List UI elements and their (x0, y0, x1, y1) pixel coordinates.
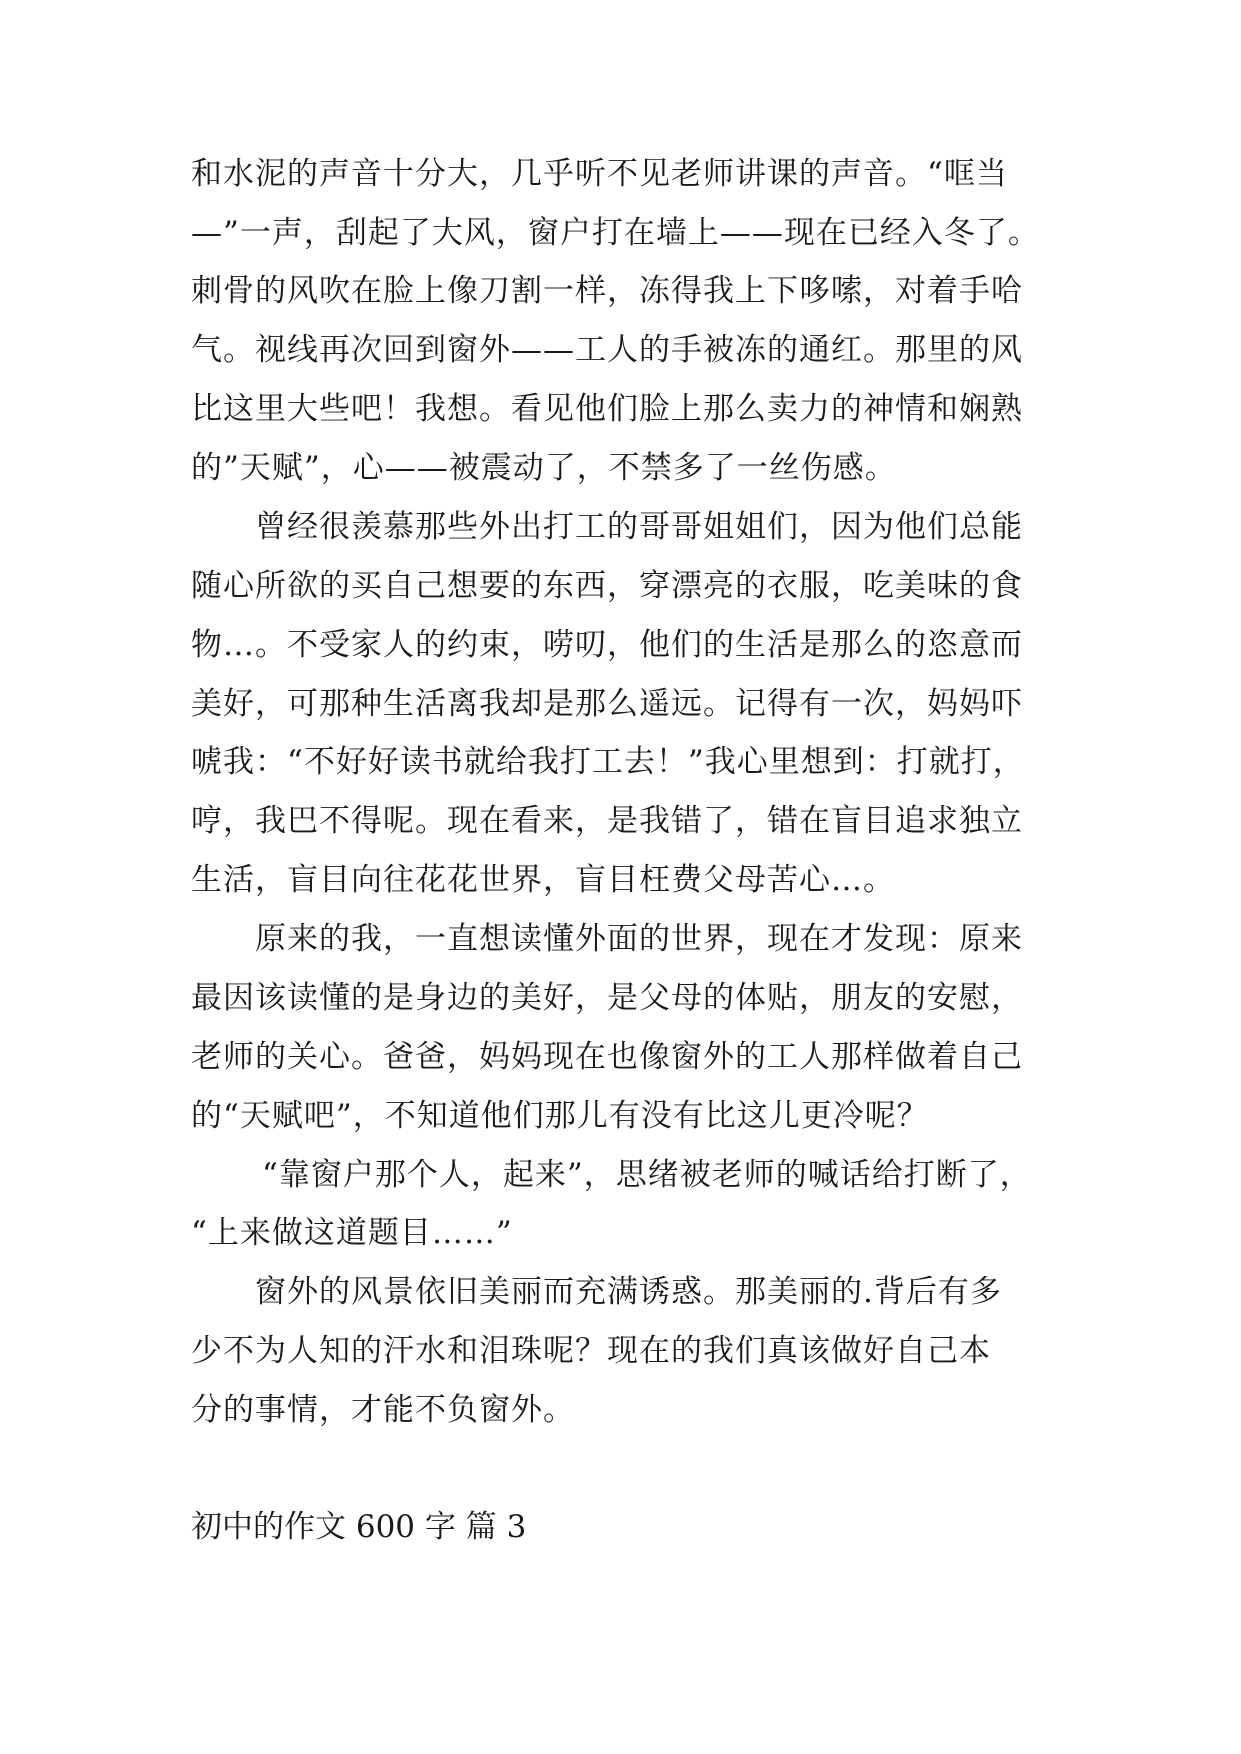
paragraph-line: 分的事情，才能不负窗外。 (191, 1392, 575, 1428)
paragraph-line: 的”天赋”，心——被震动了，不禁多了一丝伤感。 (191, 450, 897, 486)
paragraph-line: 比这里大些吧！我想。看见他们脸上那么卖力的神情和娴熟 (191, 391, 1023, 427)
paragraph-line: 原来的我，一直想读懂外面的世界，现在才发现：原来 (255, 921, 1023, 957)
paragraph-line: 和水泥的声音十分大，几乎听不见老师讲课的声音。“哐当 (191, 156, 1008, 192)
paragraph-line: 老师的关心。爸爸，妈妈现在也像窗外的工人那样做着自己 (191, 1039, 1023, 1075)
paragraph-line: 唬我：“不好好读书就给我打工去！”我心里想到：打就打， (191, 744, 1025, 780)
section-heading: 初中的作文 600 字 篇 3 (191, 1509, 527, 1545)
paragraph-line: “上来做这道题目……” (191, 1215, 513, 1251)
paragraph-line: 哼，我巴不得呢。现在看来，是我错了，错在盲目追求独立 (191, 803, 1023, 839)
paragraph-line: 的“天赋吧”，不知道他们那儿有没有比这儿更冷呢？ (191, 1098, 929, 1134)
paragraph-line: 气。视线再次回到窗外——工人的手被冻的通红。那里的风 (191, 332, 1023, 368)
paragraph-line: 生活，盲目向往花花世界，盲目枉费父母苦心…。 (191, 862, 895, 898)
paragraph-line: 刺骨的风吹在脸上像刀割一样，冻得我上下哆嗦，对着手哈 (191, 273, 1023, 309)
paragraph-line: 窗外的风景依旧美丽而充满诱惑。那美丽的.背后有多 (255, 1274, 1002, 1310)
paragraph-line: 美好，可那种生活离我却是那么遥远。记得有一次，妈妈吓 (191, 686, 1023, 722)
paragraph-line: 随心所欲的买自己想要的东西，穿漂亮的衣服，吃美味的食 (191, 568, 1023, 604)
paragraph-line: 曾经很羡慕那些外出打工的哥哥姐姐们，因为他们总能 (255, 509, 1023, 545)
paragraph-line: “靠窗户那个人，起来”，思绪被老师的喊话给打断了， (262, 1157, 1032, 1193)
paragraph-line: —”一声，刮起了大风，窗户打在墙上——现在已经入冬了。 (191, 215, 1040, 251)
paragraph-line: 少不为人知的汗水和泪珠呢？现在的我们真该做好自己本 (191, 1333, 991, 1369)
paragraph-line: 物…。不受家人的约束，唠叨，他们的生活是那么的恣意而 (191, 627, 1023, 663)
paragraph-line: 最因该读懂的是身边的美好，是父母的体贴，朋友的安慰， (191, 980, 1023, 1016)
